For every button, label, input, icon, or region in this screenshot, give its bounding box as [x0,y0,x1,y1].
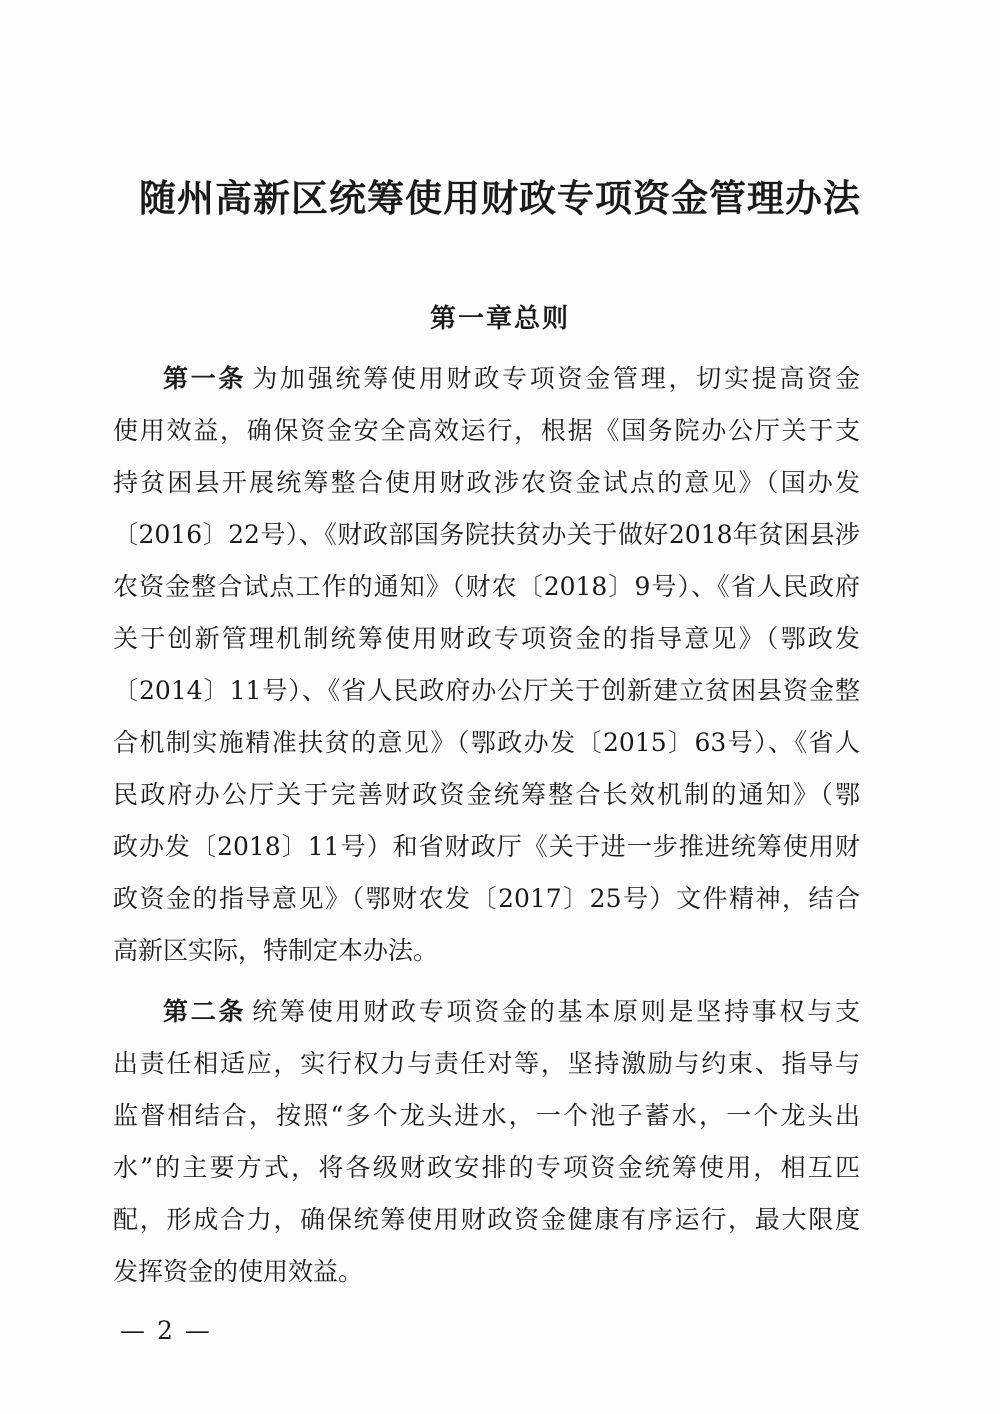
article-1-text: 为加强统筹使用财政专项资金管理，切实提高资金 [252,364,860,393]
article-2-text: 统筹使用财政专项资金的基本原则是坚持事权与支 [252,997,860,1026]
article-2-line-6: 发挥资金的使用效益。 [113,1257,364,1286]
document-title: 随州高新区统筹使用财政专项资金管理办法 [139,176,861,220]
article-1-line-3: 持贫困县开展统筹整合使用财政涉农资金试点的意见》（国办发 [113,468,860,497]
article-2-line-3: 监督相结合，按照“多个龙头进水，一个池子蓄水，一个龙头出 [113,1101,860,1130]
chapter-title: 第一章总则 [429,304,570,334]
page-number: — 2 — [120,1316,212,1345]
article-2-line-1 [163,995,860,1029]
article-1-line-9: 民政府办公厅关于完善财政资金统筹整合长效机制的通知》（鄂 [113,780,860,809]
article-1-line-2: 使用效益，确保资金安全高效运行，根据《国务院办公厅关于支 [113,416,860,445]
article-1-line-6: 关于创新管理机制统筹使用财政专项资金的指导意见》（鄂政发 [113,624,860,653]
article-1-line-4: 〔2016〕22号）、《财政部国务院扶贫办关于做好2018年贫困县涉 [113,520,860,549]
article-2-label: 第二条 [163,997,247,1026]
article-2-line-2: 出责任相适应，实行权力与责任对等，坚持激励与约束、指导与 [113,1049,860,1078]
article-1-line-12: 高新区实际，特制定本办法。 [113,936,439,965]
article-1-line-10: 政办发〔2018〕11号）和省财政厅《关于进一步推进统筹使用财 [113,832,860,861]
article-2-line-4: 水”的主要方式，将各级财政安排的专项资金统筹使用，相互匹 [113,1153,860,1182]
article-1-line-11: 政资金的指导意见》（鄂财农发〔2017〕25号）文件精神，结合 [113,884,860,913]
article-1-line-1 [163,362,860,396]
article-1-line-8: 合机制实施精准扶贫的意见》（鄂政办发〔2015〕63号）、《省人 [113,728,860,757]
article-2-line-5: 配，形成合力，确保统筹使用财政资金健康有序运行，最大限度 [113,1205,860,1234]
article-1-line-7: 〔2014〕11号）、《省人民政府办公厅关于创新建立贫困县资金整 [113,676,860,705]
article-1-label: 第一条 [163,364,247,393]
article-1-line-5: 农资金整合试点工作的通知》（财农〔2018〕9号）、《省人民政府 [113,572,860,601]
